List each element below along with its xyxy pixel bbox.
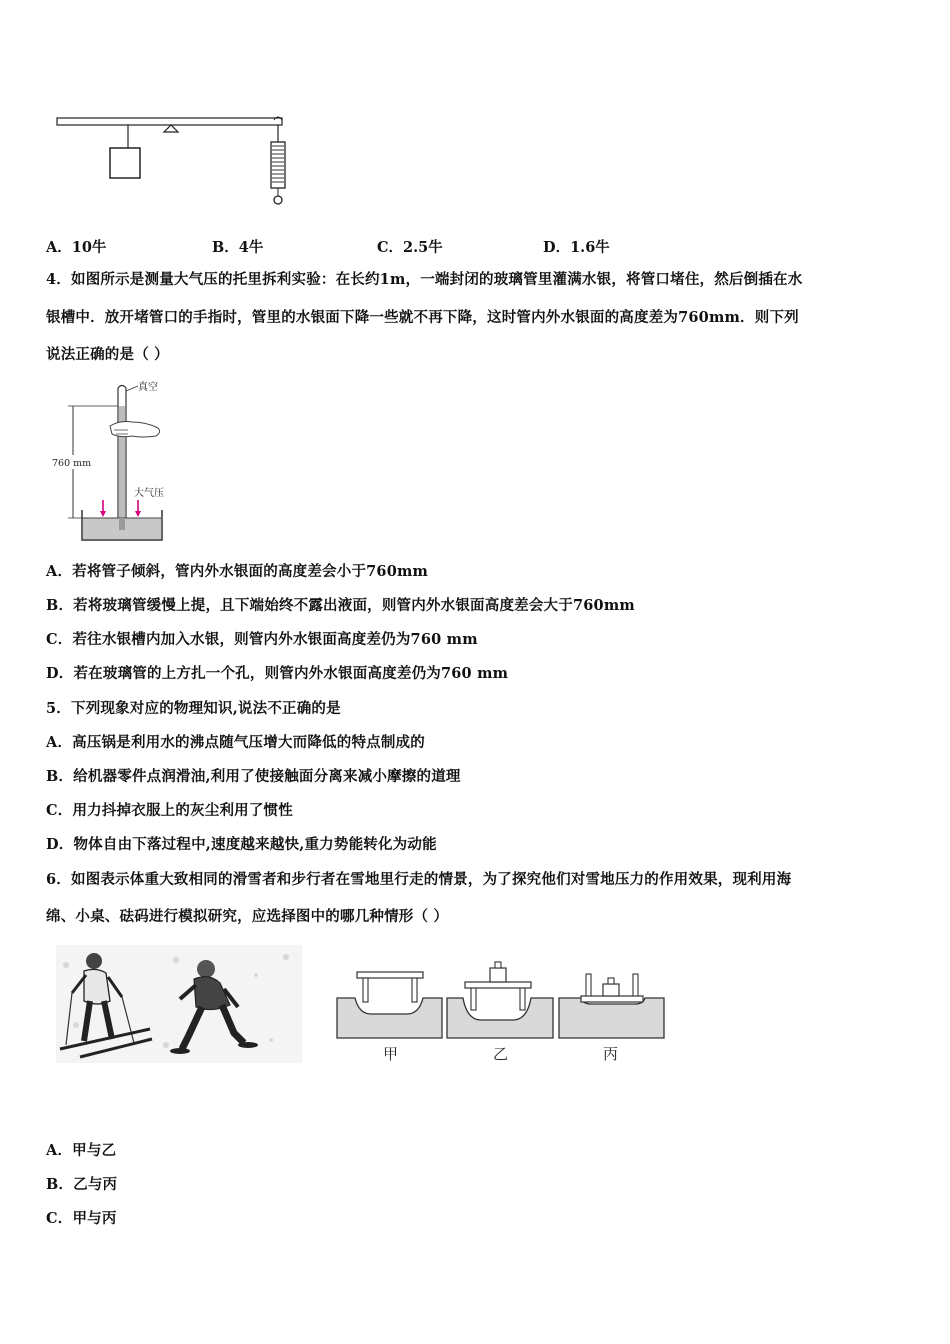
q4-stem-line-1: 4．如图所示是测量大气压的托里拆利实验：在长约1m，一端封闭的玻璃管里灌满水银，将管口堵住，然后倒插在水	[46, 271, 803, 288]
q4-option-b: B．若将玻璃管缓慢上提，且下端始终不露出液面，则管内外水银面高度差会大于760mm	[46, 597, 635, 614]
q5-option-a: A．高压锅是利用水的沸点随气压增大而降低的特点制成的	[46, 734, 425, 751]
q5-option-c: C．用力抖掉衣服上的灰尘利用了惯性	[46, 802, 293, 819]
pressure-label: 大气压	[134, 488, 164, 499]
q3-option-b: B．4牛	[212, 239, 264, 256]
q6-option-a: A．甲与乙	[46, 1142, 117, 1159]
q6-option-b: B．乙与丙	[46, 1176, 118, 1193]
q4-option-d: D．若在玻璃管的上方扎一个孔，则管内外水银面高度差仍为760 mm	[46, 665, 509, 682]
q6-option-c: C．甲与丙	[46, 1210, 117, 1227]
q4-option-c: C．若往水银槽内加入水银，则管内外水银面高度差仍为760 mm	[46, 631, 478, 648]
q5-stem: 5．下列现象对应的物理知识,说法不正确的是	[46, 700, 341, 717]
figure-label-bing: 丙	[603, 1045, 619, 1063]
q5-option-b: B．给机器零件点润滑油,利用了使接触面分离来减小摩擦的道理	[46, 768, 461, 785]
q4-stem-line-3: 说法正确的是（ ）	[46, 346, 169, 363]
sponge-experiment-figure	[335, 958, 667, 1068]
q5-option-d: D．物体自由下落过程中,速度越来越快,重力势能转化为动能	[46, 836, 437, 853]
figure-label-yi: 乙	[493, 1045, 509, 1063]
lever-figure	[50, 110, 295, 215]
torricelli-figure	[48, 378, 198, 548]
q6-stem-line-2: 绵、小桌、砝码进行模拟研究，应选择图中的哪几种情形（ ）	[46, 908, 449, 925]
skier-walker-illustration	[56, 945, 302, 1063]
height-label: 760 mm	[52, 458, 92, 469]
q6-stem-line-1: 6．如图表示体重大致相同的滑雪者和步行者在雪地里行走的情景，为了探究他们对雪地压力的作用效果，现利用海	[46, 871, 792, 888]
vacuum-label: 真空	[138, 382, 158, 393]
q3-option-c: C．2.5牛	[377, 239, 443, 256]
q3-option-a: A．10牛	[46, 239, 107, 256]
q3-option-d: D．1.6牛	[543, 239, 610, 256]
q4-option-a: A．若将管子倾斜，管内外水银面的高度差会小于760mm	[46, 563, 429, 580]
q4-stem-line-2: 银槽中．放开堵管口的手指时，管里的水银面下降一些就不再下降，这时管内外水银面的高度差为760mm．则下列	[46, 309, 799, 326]
figure-label-jia: 甲	[383, 1045, 399, 1063]
